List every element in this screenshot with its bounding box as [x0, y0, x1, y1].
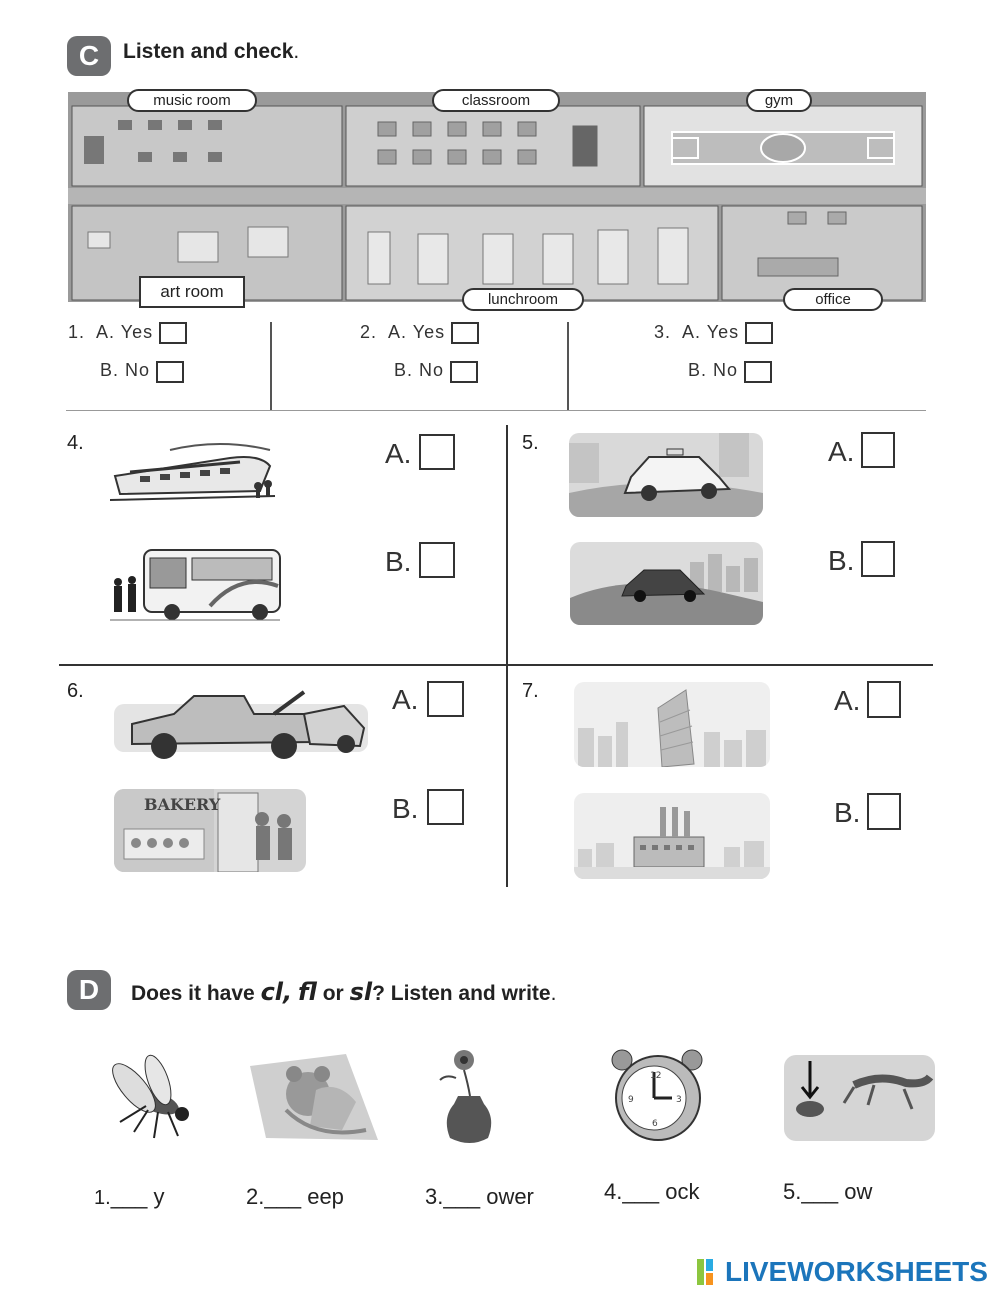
q2-no-checkbox[interactable]: [450, 361, 478, 383]
word-1-blank[interactable]: ___: [110, 1184, 148, 1209]
item-5-a-label: A.: [828, 436, 855, 467]
word-5: 5.___ ow: [783, 1179, 873, 1204]
section-d-title: Does it have cl, fl or sl? Listen and write.: [131, 978, 557, 1006]
word-2-blank[interactable]: ___: [264, 1184, 302, 1209]
item-4-number: 4.: [67, 432, 84, 454]
room-label-gym: gym: [746, 89, 812, 112]
q3-no-checkbox[interactable]: [744, 361, 772, 383]
item-6-a-label: A.: [392, 684, 419, 715]
item-7-a-label: A.: [834, 685, 861, 716]
question-3: 3. A. Yes B. No: [654, 322, 773, 383]
taxi-image: [569, 433, 763, 517]
item-4-b-checkbox[interactable]: [419, 542, 455, 578]
train-image: [110, 436, 280, 517]
divider: [567, 322, 569, 410]
section-d-badge: D: [67, 970, 111, 1010]
word-3-blank[interactable]: ___: [443, 1184, 481, 1209]
svg-text:12: 12: [650, 1071, 662, 1081]
logo-icon: [697, 1259, 723, 1285]
divider: [270, 322, 272, 410]
room-label-art: art room: [139, 276, 245, 308]
bakery-image: [114, 789, 306, 872]
item-7-b-checkbox[interactable]: [867, 793, 901, 830]
q1-yes-checkbox[interactable]: [159, 322, 187, 344]
word-3: 3.___ ower: [425, 1184, 534, 1209]
city-image: [574, 682, 770, 767]
word-4-blank[interactable]: ___: [622, 1179, 660, 1204]
svg-text:9: 9: [628, 1095, 634, 1105]
svg-text:3: 3: [676, 1095, 682, 1105]
item-6-b-label: B.: [392, 793, 419, 824]
item-5-number: 5.: [522, 432, 539, 454]
factory-image: [574, 793, 770, 879]
item-6-a-checkbox[interactable]: [427, 681, 464, 717]
item-6-number: 6.: [67, 680, 84, 702]
divider: [506, 425, 508, 887]
room-label-lunch: lunchroom: [462, 288, 584, 311]
liveworksheets-logo: LIVEWORKSHEETS: [697, 1256, 988, 1288]
school-illustration: [68, 92, 926, 302]
svg-text:6: 6: [652, 1119, 658, 1129]
alarm-clock-image: [602, 1046, 714, 1149]
bus-image: [110, 542, 282, 629]
question-1: 1. A. Yes B. No: [68, 322, 187, 383]
sleeping-child-image: [246, 1050, 380, 1149]
section-c-title: Listen and check.: [123, 40, 300, 63]
word-4: 4.___ ock: [604, 1179, 700, 1204]
room-label-music: music room: [127, 89, 257, 112]
item-7-b-label: B.: [834, 797, 861, 828]
item-6-b-checkbox[interactable]: [427, 789, 464, 825]
bakery-sign: BAKERY: [144, 795, 221, 814]
q2-yes-checkbox[interactable]: [451, 322, 479, 344]
divider: [66, 410, 926, 411]
item-4-a-checkbox[interactable]: [419, 434, 455, 470]
word-2: 2.___ eep: [246, 1184, 344, 1209]
item-7-number: 7.: [522, 680, 539, 702]
item-5-a-checkbox[interactable]: [861, 432, 895, 468]
car-image: [570, 542, 763, 625]
slow-fast-image: [784, 1055, 935, 1141]
item-5-b-label: B.: [828, 545, 855, 576]
q3-yes-checkbox[interactable]: [745, 322, 773, 344]
divider: [59, 664, 933, 666]
item-4-b-label: B.: [385, 546, 412, 577]
section-c-badge: C: [67, 36, 111, 76]
tow-truck-image: [114, 684, 368, 764]
fly-image: [96, 1050, 198, 1147]
flower-vase-image: [430, 1048, 506, 1153]
item-4-a-label: A.: [385, 438, 412, 469]
room-label-classroom: classroom: [432, 89, 560, 112]
room-label-office: office: [783, 288, 883, 311]
q1-no-checkbox[interactable]: [156, 361, 184, 383]
word-5-blank[interactable]: ___: [801, 1179, 839, 1204]
question-2: 2. A. Yes B. No: [360, 322, 479, 383]
item-7-a-checkbox[interactable]: [867, 681, 901, 718]
item-5-b-checkbox[interactable]: [861, 541, 895, 577]
word-1: 1.___ y: [94, 1184, 165, 1209]
